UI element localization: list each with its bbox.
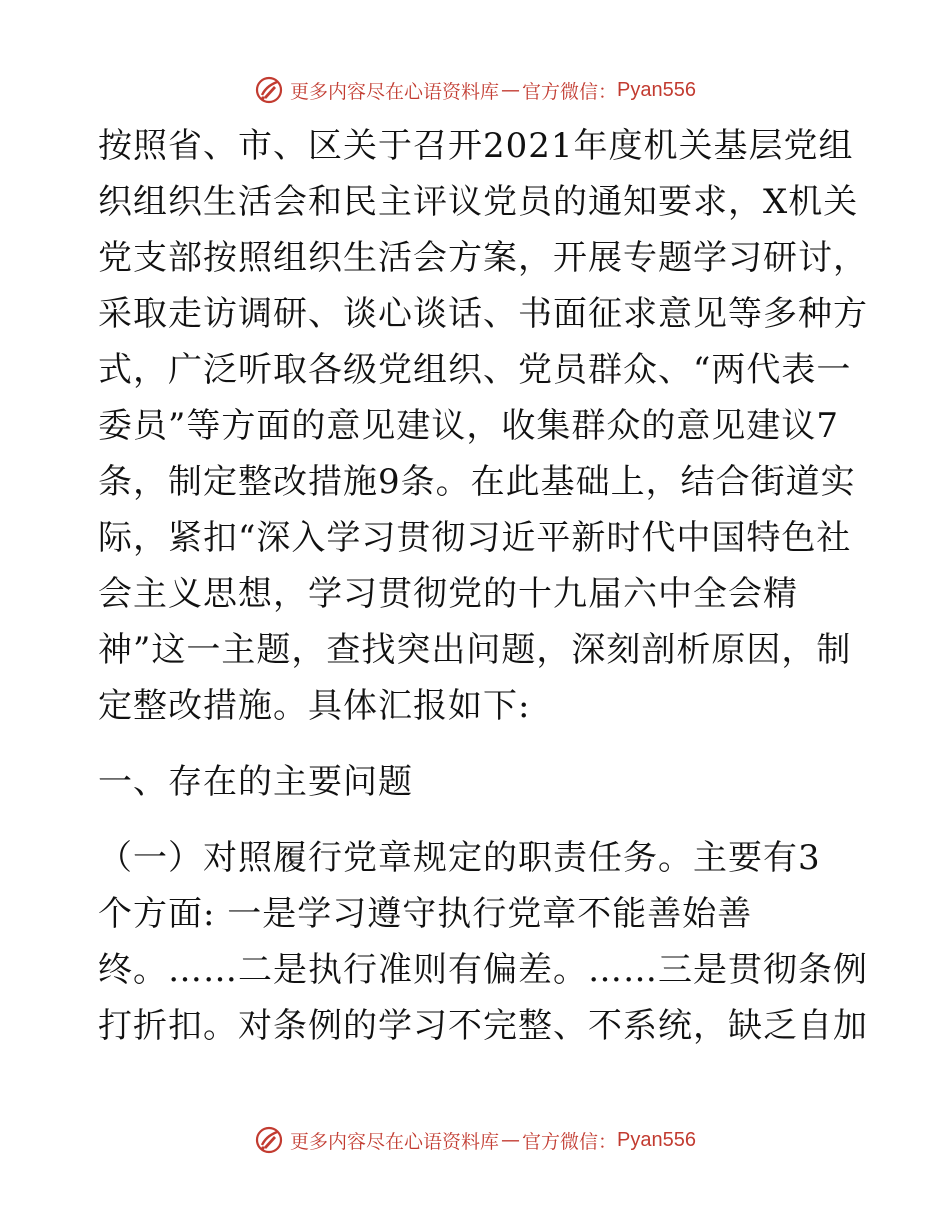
text-line: 际，紧扣“深入学习贯彻习近平新时代中国特色社	[98, 518, 852, 558]
watermark-wechat-id: Pyan556	[617, 1128, 696, 1151]
watermark-label: 官方微信：	[522, 1130, 618, 1153]
text-line: 个方面: 一是学习遵守执行党章不能善始善	[98, 894, 753, 934]
watermark-text: 更多内容尽在心语资料库	[290, 80, 500, 103]
paragraph-intro	[98, 118, 868, 734]
text-line: 终。……二是执行准则有偏差。……三是贯彻条例	[98, 950, 868, 990]
pen-seal-logo-icon	[254, 1125, 284, 1155]
text-line: （一）对照履行党章规定的职责任务。主要有3	[98, 838, 821, 878]
watermark-wechat-id: Pyan556	[617, 78, 696, 101]
text-line: 委员”等方面的意见建议，收集群众的意见建议7	[98, 406, 840, 446]
text-line: 式，广泛听取各级党组织、党员群众、“两代表一	[98, 350, 852, 390]
paragraph-section-1	[98, 830, 868, 1054]
text-line: 织组织生活会和民主评议党员的通知要求，X机关	[98, 182, 859, 222]
text-line: 党支部按照组织生活会方案，开展专题学习研讨，	[98, 238, 868, 278]
document-body	[98, 118, 868, 1054]
pen-seal-logo-icon	[254, 75, 284, 105]
watermark-header	[0, 70, 950, 110]
text-line: 会主义思想，学习贯彻党的十九届六中全会精	[98, 574, 798, 614]
text-line: 神”这一主题，查找突出问题，深刻剖析原因，制	[98, 630, 852, 670]
text-line: 定整改措施。具体汇报如下:	[98, 686, 531, 726]
watermark-footer	[0, 1120, 950, 1160]
watermark-label: 官方微信：	[522, 80, 618, 103]
watermark-text: 更多内容尽在心语资料库	[290, 1130, 500, 1153]
watermark-dash: —	[501, 1129, 521, 1151]
section-heading: 一、存在的主要问题	[98, 762, 413, 802]
text-line: 条，制定整改措施9条。在此基础上，结合街道实	[98, 462, 856, 502]
text-line: 按照省、市、区关于召开2021年度机关基层党组	[98, 126, 854, 166]
text-line: 采取走访调研、谈心谈话、书面征求意见等多种方	[98, 294, 868, 334]
watermark-dash: —	[501, 79, 521, 101]
text-line: 打折扣。对条例的学习不完整、不系统，缺乏自加	[98, 1006, 868, 1046]
